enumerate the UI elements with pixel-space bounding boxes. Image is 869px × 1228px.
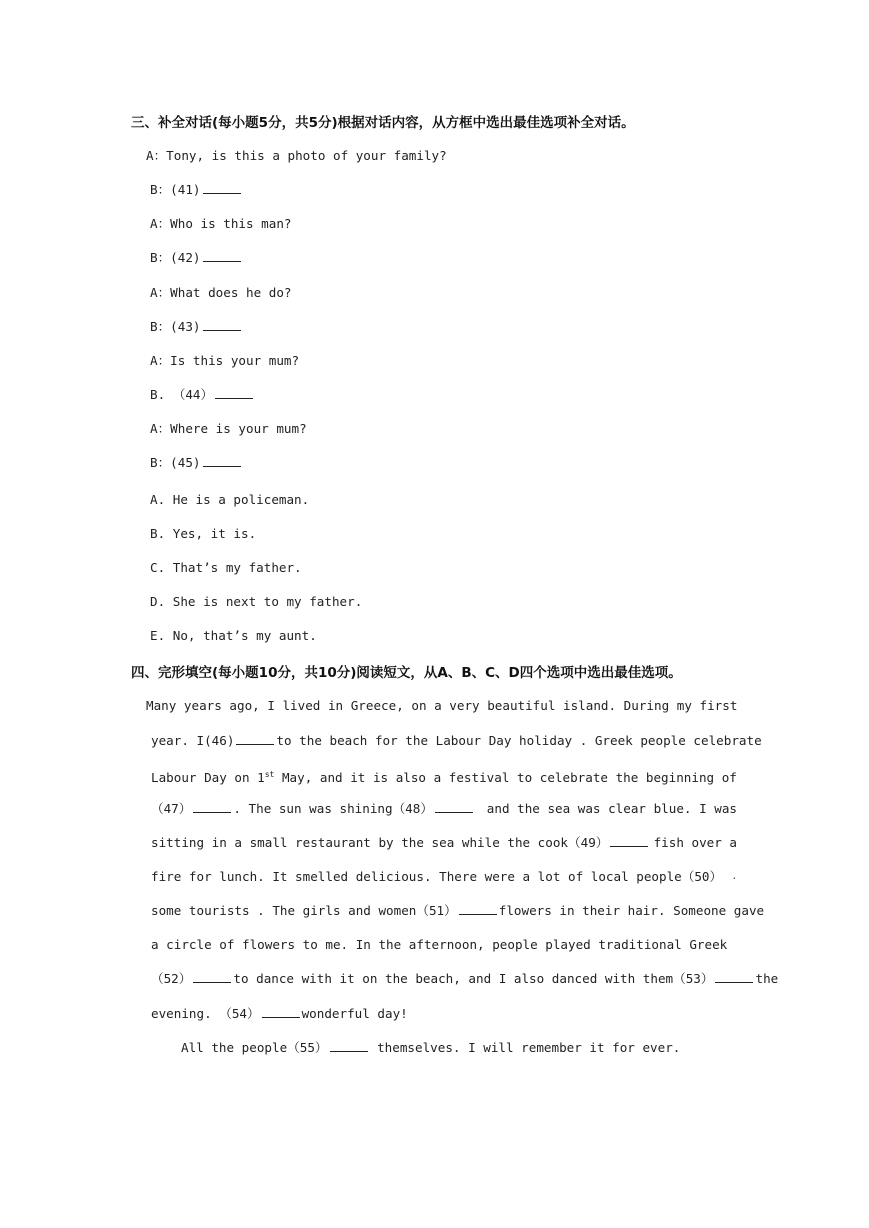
dialogue-line-9: A：Where is your mum? [150,421,307,436]
answer-blank-42[interactable] [203,249,241,262]
passage-line-6-text: fire for lunch. It smelled delicious. There were a lot of local people（50） [151,869,723,884]
option-e: E. No, that’s my aunt. [150,628,317,643]
passage-line-4-c: and the sea was clear blue. I was [486,801,737,816]
passage-line-9 [151,970,779,988]
ordinal-suffix: st [264,770,275,779]
passage-line-9-b: to dance with it on the beach, and I also danced with them（53） [233,971,714,986]
answer-blank-50[interactable]: . [731,872,737,882]
answer-blank-48[interactable] [435,800,473,813]
passage-line-7-a: some tourists . The girls and women（51） [151,903,457,918]
passage-line-8-text: a circle of flowers to me. In the afternoon, people played traditional Greek [151,937,728,952]
passage-line-2-start [151,732,276,750]
passage-line-11 [181,1039,680,1057]
dialogue-line-8 [150,386,255,404]
dialogue-line-4 [150,249,243,267]
dialogue-line-3: A：Who is this man? [150,216,292,231]
dialogue-line-10-text: B：(45) [150,455,201,470]
passage-line-3-a: Labour Day on 1 [151,770,265,786]
dialogue-line-10 [150,454,243,472]
passage-line-3-text [151,766,737,787]
answer-blank-55[interactable] [330,1039,368,1052]
passage-line-2 [151,732,762,750]
option-a: A. He is a policeman. [150,492,310,507]
section3-heading: 三、补全对话(每小题5分，共5分)根据对话内容，从方框中选出最佳选项补全对话。 [131,115,635,131]
dialogue-line-7: A：Is this your mum? [150,353,300,368]
passage-line-3-b: May, and it is also a festival to celebrate the beginning of [274,770,737,786]
dialogue-line-8-text: B. （44） [150,387,214,402]
passage-line-3 [151,766,737,787]
passage-line-1-text: Many years ago, I lived in Greece, on a very beautiful island. During my first [146,698,738,713]
passage-line-10-b: wonderful day! [301,1006,408,1021]
answer-blank-47[interactable] [193,800,231,813]
answer-blank-51[interactable] [459,902,497,915]
passage-line-5-start [151,834,650,852]
dialogue-line-4-text: B：(42) [150,250,201,265]
passage-line-1 [146,697,736,715]
dialogue-line-1: A：Tony, is this a photo of your family? [146,148,447,163]
answer-blank-53[interactable] [715,970,753,983]
answer-blank-41[interactable] [203,181,241,194]
passage-line-10-a: evening. （54） [151,1006,260,1021]
passage-line-10 [151,1005,408,1023]
option-c: C. That’s my father. [150,560,302,575]
passage-line-2-a: year. I(46) [151,733,235,748]
option-b: B. Yes, it is. [150,526,257,541]
passage-line-7-start [151,902,764,920]
dialogue-line-6-text: B：(43) [150,319,201,334]
dialogue-line-5: A：What does he do? [150,285,292,300]
answer-blank-45[interactable] [203,454,241,467]
passage-line-4-b: . The sun was shining（48） [233,801,433,816]
passage-line-7 [151,902,765,920]
answer-blank-54[interactable] [262,1005,300,1018]
answer-blank-49[interactable] [610,834,648,847]
passage-line-4-a: （47） [151,801,192,816]
answer-blank-52[interactable] [193,970,231,983]
passage-line-5 [151,834,737,852]
dialogue-line-2 [150,181,243,199]
passage-line-5-b: fish over a [653,835,737,850]
passage-line-9-start [151,970,755,988]
passage-line-8 [151,936,737,954]
passage-line-11-b: themselves. I will remember it for ever. [369,1040,681,1055]
passage-line-9-c: the [755,971,779,986]
passage-line-5-a: sitting in a small restaurant by the sea while the cook（49） [151,835,609,850]
answer-blank-46[interactable] [236,732,274,745]
option-d: D. She is next to my father. [150,594,363,609]
passage-line-9-a: （52） [151,971,192,986]
passage-line-6 [151,868,737,886]
dialogue-line-6 [150,318,243,336]
passage-line-4 [151,800,737,818]
answer-blank-44[interactable] [215,386,253,399]
passage-line-4-start [151,800,475,818]
section4-heading: 四、完形填空(每小题10分，共10分)阅读短文，从A、B、C、D四个选项中选出最佳选项。 [131,665,682,681]
passage-line-7-b: flowers in their hair. Someone gave [498,903,765,918]
passage-line-2-b: to the beach for the Labour Day holiday . Greek people celebrate [276,733,762,748]
answer-blank-43[interactable] [203,318,241,331]
dialogue-line-2-text: B：(41) [150,182,201,197]
passage-line-11-a: All the people（55） [181,1040,328,1055]
